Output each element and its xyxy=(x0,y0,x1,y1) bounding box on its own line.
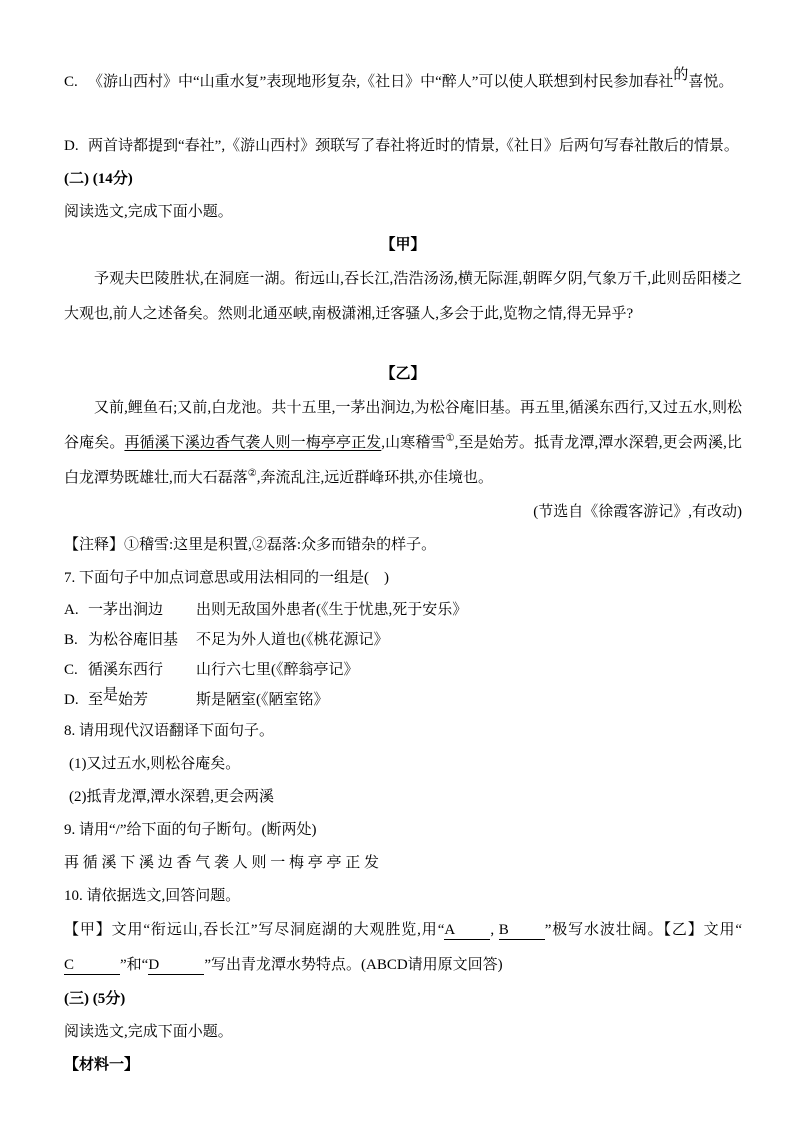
q7-option-c-left: 循溪东西行 xyxy=(88,662,164,678)
section-3-heading: (三) (5分) xyxy=(64,991,126,1007)
q7-option-c xyxy=(64,655,742,685)
q7-option-a-label: A. xyxy=(64,602,79,618)
question-9-sentence: 再 循 溪 下 溪 边 香 气 袭 人 则 一 梅 亭 亭 正 发 xyxy=(64,855,380,871)
q7-option-a-right: 出则无敌国外患者(《生于忧患,死于安乐》 xyxy=(196,602,468,618)
q7-option-a xyxy=(64,595,742,625)
question-8-item-2: (2)抵青龙潭,潭水深碧,更会两溪 xyxy=(69,789,274,805)
yi-part-4: ,奔流乱注,远近群峰环拱,亦佳境也。 xyxy=(256,470,493,486)
question-10-stem: 10. 请依据选文,回答问题。 xyxy=(64,888,241,904)
q10-part-1: 【甲】文用“衔远山,吞长江”写尽洞庭湖的大观胜览,用“ xyxy=(64,922,445,938)
q10-part-4: ”写出青龙潭水势特点。(ABCD请用原文回答) xyxy=(204,957,503,973)
q10-part-2: ”极写水波壮阔。【乙】文用“ xyxy=(544,922,743,938)
passage-yi-text xyxy=(64,391,742,496)
passage-jia-text: 予观夫巴陵胜状,在洞庭一湖。衔远山,吞长江,浩浩汤汤,横无际涯,朝晖夕阴,气象万千,此则岳阳楼之大观也,前人之述备矣。然则北通巫峡,南极潇湘,迁客骚人,多会于此,览物之情,得无异乎? xyxy=(64,271,742,322)
material-1-title: 【材料一】 xyxy=(64,1057,140,1073)
question-7-stem: 7. 下面句子中加点词意思或用法相同的一组是( ) xyxy=(64,570,389,586)
q7-option-c-right: 山行六七里(《醉翁亭记》 xyxy=(196,662,359,678)
footnotes-line: 【注释】①稽雪:这里是积置,②磊落:众多而错杂的样子。 xyxy=(64,537,437,553)
choice-c-line xyxy=(64,66,742,99)
q7-option-b xyxy=(64,625,742,655)
question-9-stem: 9. 请用“/”给下面的句子断句。(断两处) xyxy=(64,822,317,838)
yi-part-3: ,至是始芳。抵青龙潭,潭水深碧,更会两溪,比白龙潭势既雄壮,而大石磊落 xyxy=(64,435,742,486)
q7-option-d-right: 斯是陋室(《陋室铭》 xyxy=(196,692,329,708)
q7-option-d xyxy=(64,685,742,715)
q10-blank-c: C xyxy=(64,957,120,975)
q7-option-d-left xyxy=(88,685,196,715)
q10-blank-a: A xyxy=(444,922,490,940)
choice-c-raised-char: 的 xyxy=(673,67,689,83)
choice-d-label: D. xyxy=(64,138,79,154)
q10-blank-b: B xyxy=(499,922,545,940)
choice-c-pre: 《游山西村》中“山重水复”表现地形复杂,《社日》中“醉人”可以使人联想到村民参加春社 xyxy=(88,74,674,90)
q7-option-b-right: 不足为外人道也(《桃花源记》 xyxy=(196,632,389,648)
yi-part-2: ,山寒稽雪 xyxy=(381,435,446,451)
q7-option-b-label: B. xyxy=(64,632,78,648)
section-3-intro: 阅读选文,完成下面小题。 xyxy=(64,1024,233,1040)
yi-part-1: 又前,鲤鱼石;又前,白龙池。共十五里,一茅出涧边,为松谷庵旧基。再五里,循溪东西行,又过五水,则松谷庵矣。 xyxy=(64,400,742,451)
q7-option-d-left-post: 始芳 xyxy=(118,692,149,708)
q7-option-d-label: D. xyxy=(64,692,79,708)
choice-d-line xyxy=(64,130,742,163)
q10-separator: , xyxy=(490,922,499,938)
question-10-text xyxy=(64,913,742,983)
question-8-stem: 8. 请用现代汉语翻译下面句子。 xyxy=(64,723,275,739)
choice-c-text xyxy=(88,66,742,99)
q7-option-d-left-pre: 至 xyxy=(88,692,104,708)
q7-option-d-raised-char: 是 xyxy=(103,687,119,703)
q7-option-b-left: 为松谷庵旧基 xyxy=(88,632,179,648)
q10-blank-d: D xyxy=(148,957,204,975)
section-2-intro: 阅读选文,完成下面小题。 xyxy=(64,204,233,220)
q7-option-a-left: 一茅出涧边 xyxy=(88,602,164,618)
passage-yi-title: 【乙】 xyxy=(380,366,426,382)
passage-yi-source: (节选自《徐霞客游记》,有改动) xyxy=(533,504,742,520)
choice-d-text: 两首诗都提到“春社”,《游山西村》颈联写了春社将近时的情景,《社日》后两句写春社散后的情景。 xyxy=(88,138,739,154)
yi-footnote-mark-2: ② xyxy=(247,468,257,479)
yi-footnote-mark-1: ① xyxy=(445,433,455,444)
yi-underlined-segment: 再循溪下溪边香气袭人则一梅亭亭正发 xyxy=(124,435,382,451)
passage-jia-title: 【甲】 xyxy=(380,237,426,253)
choice-c-post: 喜悦。 xyxy=(688,74,734,90)
choice-c-label: C. xyxy=(64,74,78,90)
q7-option-c-label: C. xyxy=(64,662,78,678)
question-8-item-1: (1)又过五水,则松谷庵矣。 xyxy=(69,756,241,772)
section-2-heading: (二) (14分) xyxy=(64,171,133,187)
q10-part-3: ”和“ xyxy=(120,957,149,973)
